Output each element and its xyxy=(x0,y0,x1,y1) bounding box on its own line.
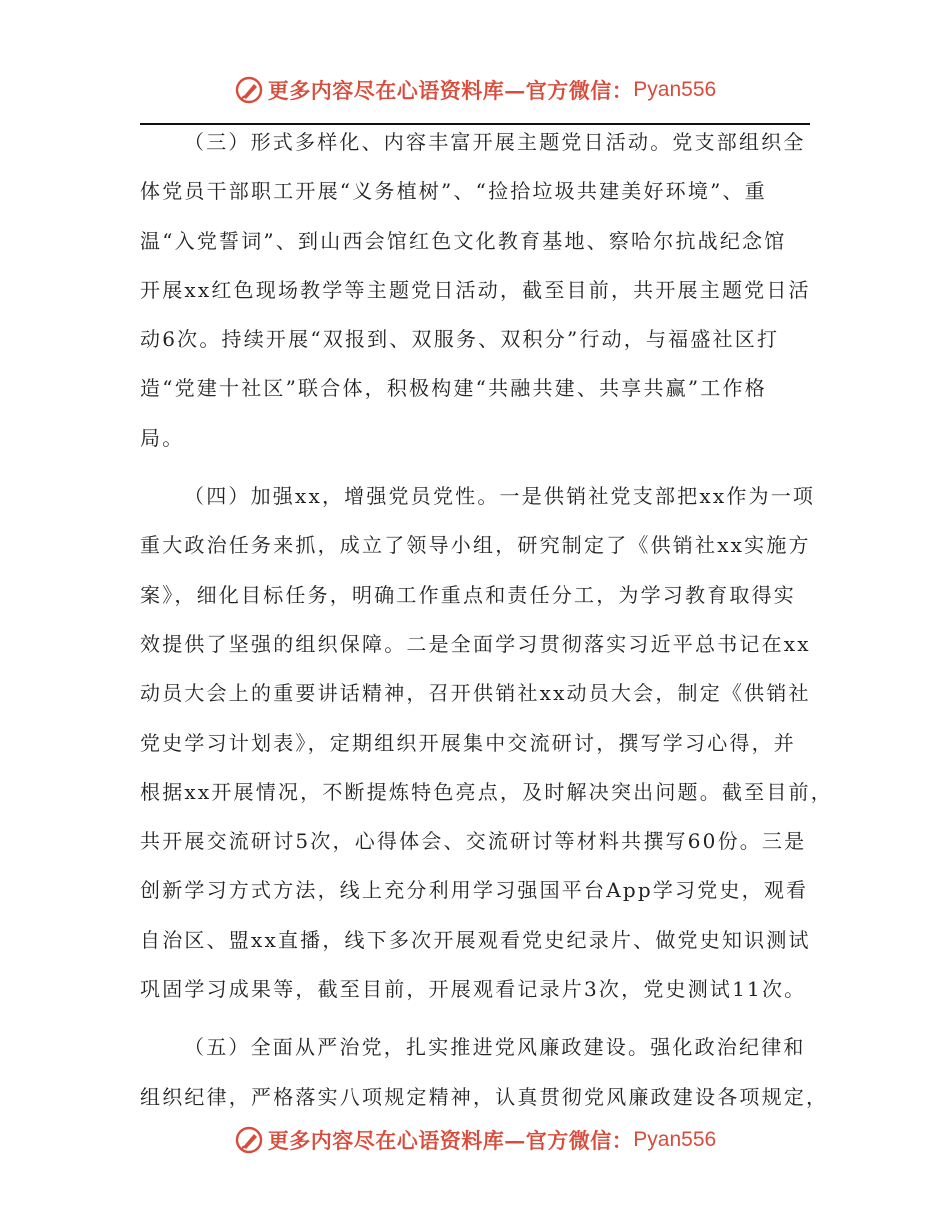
quill-seal-icon xyxy=(234,1125,264,1155)
header-banner-handle: Pyan556 xyxy=(633,78,717,101)
header-banner xyxy=(0,70,950,110)
text-line: 创新学习方式方法，线上充分利用学习强国平台App学习党史，观看 xyxy=(140,878,809,903)
text-line: （四）加强xx，增强党员党性。一是供销社党支部把xx作为一项 xyxy=(184,484,816,509)
text-line: 开展xx红色现场教学等主题党日活动，截至目前，共开展主题党日活 xyxy=(140,277,811,302)
text-line: 根据xx开展情况，不断提炼特色亮点，及时解决突出问题。截至目前， xyxy=(140,779,833,804)
text-line: 温“入党誓词”、到山西会馆红色文化教育基地、察哈尔抗战纪念馆 xyxy=(140,228,787,253)
text-line: 自治区、盟xx直播，线下多次开展观看党史纪录片、做党史知识测试 xyxy=(140,927,811,952)
footer-banner-text: 更多内容尽在心语资料库—官方微信： xyxy=(267,1128,634,1153)
footer-banner xyxy=(0,1120,950,1160)
text-line: 动6次。持续开展“双报到、双服务、双积分”行动，与福盛社区打 xyxy=(140,327,780,352)
text-line: 局。 xyxy=(140,425,185,450)
header-banner-text: 更多内容尽在心语资料库—官方微信： xyxy=(267,78,634,103)
text-line: 动员大会上的重要讲话精神，召开供销社xx动员大会，制定《供销社 xyxy=(140,681,811,706)
text-line: （三）形式多样化、内容丰富开展主题党日活动。党支部组织全 xyxy=(184,130,806,154)
text-line: 造“党建十社区”联合体，积极构建“共融共建、共享共赢”工作格 xyxy=(140,376,767,401)
text-line: 体党员干部职工开展“义务植树”、“捡拾垃圾共建美好环境”、重 xyxy=(140,179,767,204)
footer-banner-handle: Pyan556 xyxy=(633,1128,717,1151)
text-line: 组织纪律，严格落实八项规定精神，认真贯彻党风廉政建设各项规定， xyxy=(140,1084,829,1109)
text-line: 效提供了坚强的组织保障。二是全面学习贯彻落实习近平总书记在xx xyxy=(140,631,811,656)
text-line: 共开展交流研讨5次，心得体会、交流研讨等材料共撰写60份。三是 xyxy=(140,829,807,854)
text-line: 党史学习计划表》，定期组织开展集中交流研讨，撰写学习心得，并 xyxy=(140,730,796,755)
text-line: 重大政治任务来抓，成立了领导小组，研究制定了《供销社xx实施方 xyxy=(140,533,811,558)
quill-seal-icon xyxy=(234,75,264,105)
document-body xyxy=(140,118,833,1122)
text-line: 案》，细化目标任务，明确工作重点和责任分工，为学习教育取得实 xyxy=(140,582,796,607)
text-line: 巩固学习成果等，截至目前，开展观看记录片3次，党史测试11次。 xyxy=(140,977,807,1002)
text-line: （五）全面从严治党，扎实推进党风廉政建设。强化政治纪律和 xyxy=(184,1035,806,1060)
